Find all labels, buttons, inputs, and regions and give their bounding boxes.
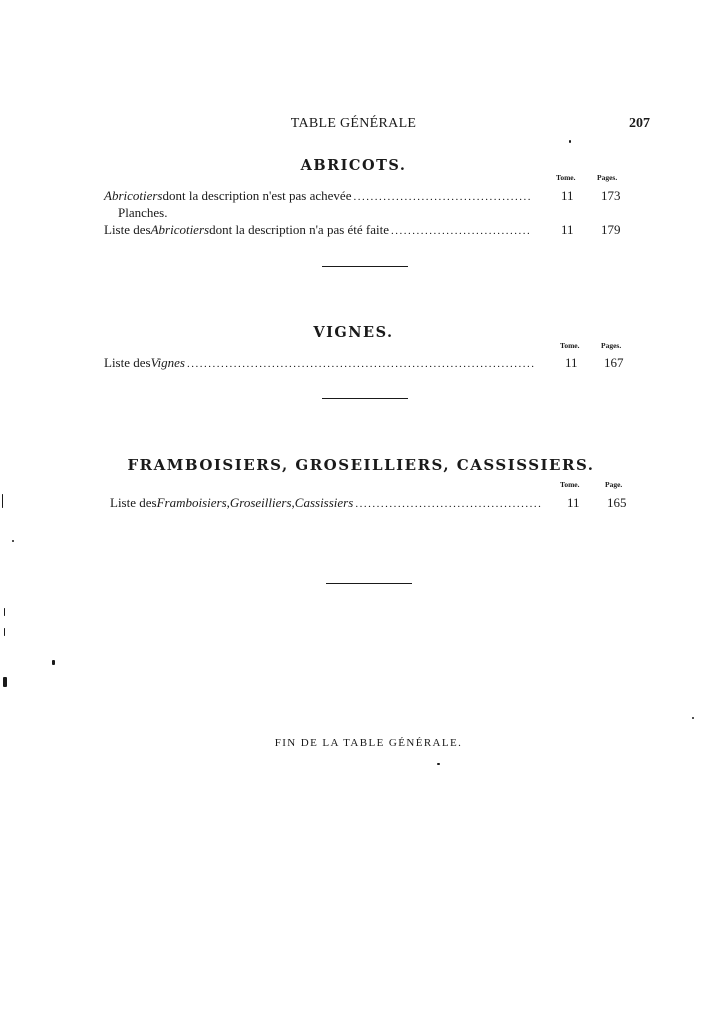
toc-entry <box>110 495 542 511</box>
ink-speck <box>437 763 440 765</box>
entry-text: Liste des <box>104 355 151 370</box>
margin-mark <box>4 608 5 616</box>
column-head-pages: Pages. <box>601 341 622 350</box>
entry-tome: 11 <box>561 222 574 237</box>
section-divider <box>322 266 408 267</box>
section-divider <box>326 583 412 584</box>
margin-mark <box>4 628 5 636</box>
toc-entry-planches <box>118 205 167 221</box>
margin-mark <box>2 494 3 508</box>
entry-tome: 11 <box>561 188 574 203</box>
entry-text: , <box>291 495 295 510</box>
ink-speck <box>12 540 14 542</box>
section-title-framboisiers: FRAMBOISIERS, GROSEILLIERS, CASSISSIERS. <box>127 456 595 474</box>
toc-entry <box>104 188 532 204</box>
ink-speck <box>52 660 55 665</box>
entry-text: dont la description n'a pas été faite <box>209 222 390 237</box>
toc-entry <box>104 355 536 371</box>
column-head-tome: Tome. <box>560 341 580 350</box>
column-head-pages: Page. <box>605 480 623 489</box>
dot-leader <box>351 191 532 203</box>
entry-italic: Vignes <box>150 355 185 370</box>
toc-entry <box>104 222 532 238</box>
end-of-table-note: FIN DE LA TABLE GÉNÉRALE. <box>274 737 463 749</box>
ink-speck <box>569 140 571 143</box>
entry-italic: Framboisiers <box>156 495 227 510</box>
page-number: 207 <box>629 116 650 131</box>
entry-text: Liste des <box>110 495 157 510</box>
dot-leader <box>353 498 542 510</box>
entry-page: 167 <box>604 355 624 370</box>
entry-italic: Groseilliers <box>229 495 292 510</box>
column-head-tome: Tome. <box>556 173 576 182</box>
section-divider <box>322 398 408 399</box>
section-title-vignes: VIGNES. <box>313 324 394 341</box>
entry-tome: 11 <box>567 495 580 510</box>
entry-italic: Abricotiers <box>150 222 210 237</box>
ink-speck <box>692 717 694 719</box>
entry-tome: 11 <box>565 355 578 370</box>
running-head: TABLE GÉNÉRALE <box>290 116 417 131</box>
section-title-abricots: ABRICOTS. <box>300 157 407 174</box>
entry-page: 173 <box>601 188 621 203</box>
column-head-pages: Pages. <box>597 173 618 182</box>
entry-text: Liste des <box>104 222 151 237</box>
dot-leader <box>389 225 532 237</box>
column-head-tome: Tome. <box>560 480 580 489</box>
entry-text: dont la description n'est pas achevée <box>162 188 352 203</box>
entry-page: 179 <box>601 222 621 237</box>
entry-italic: Abricotiers <box>104 188 163 203</box>
entry-italic: Cassissiers <box>294 495 354 510</box>
dot-leader <box>185 358 536 370</box>
margin-mark <box>3 677 7 687</box>
entry-text: , <box>226 495 230 510</box>
entry-page: 165 <box>607 495 627 510</box>
entry-text: Planches. <box>118 205 168 220</box>
